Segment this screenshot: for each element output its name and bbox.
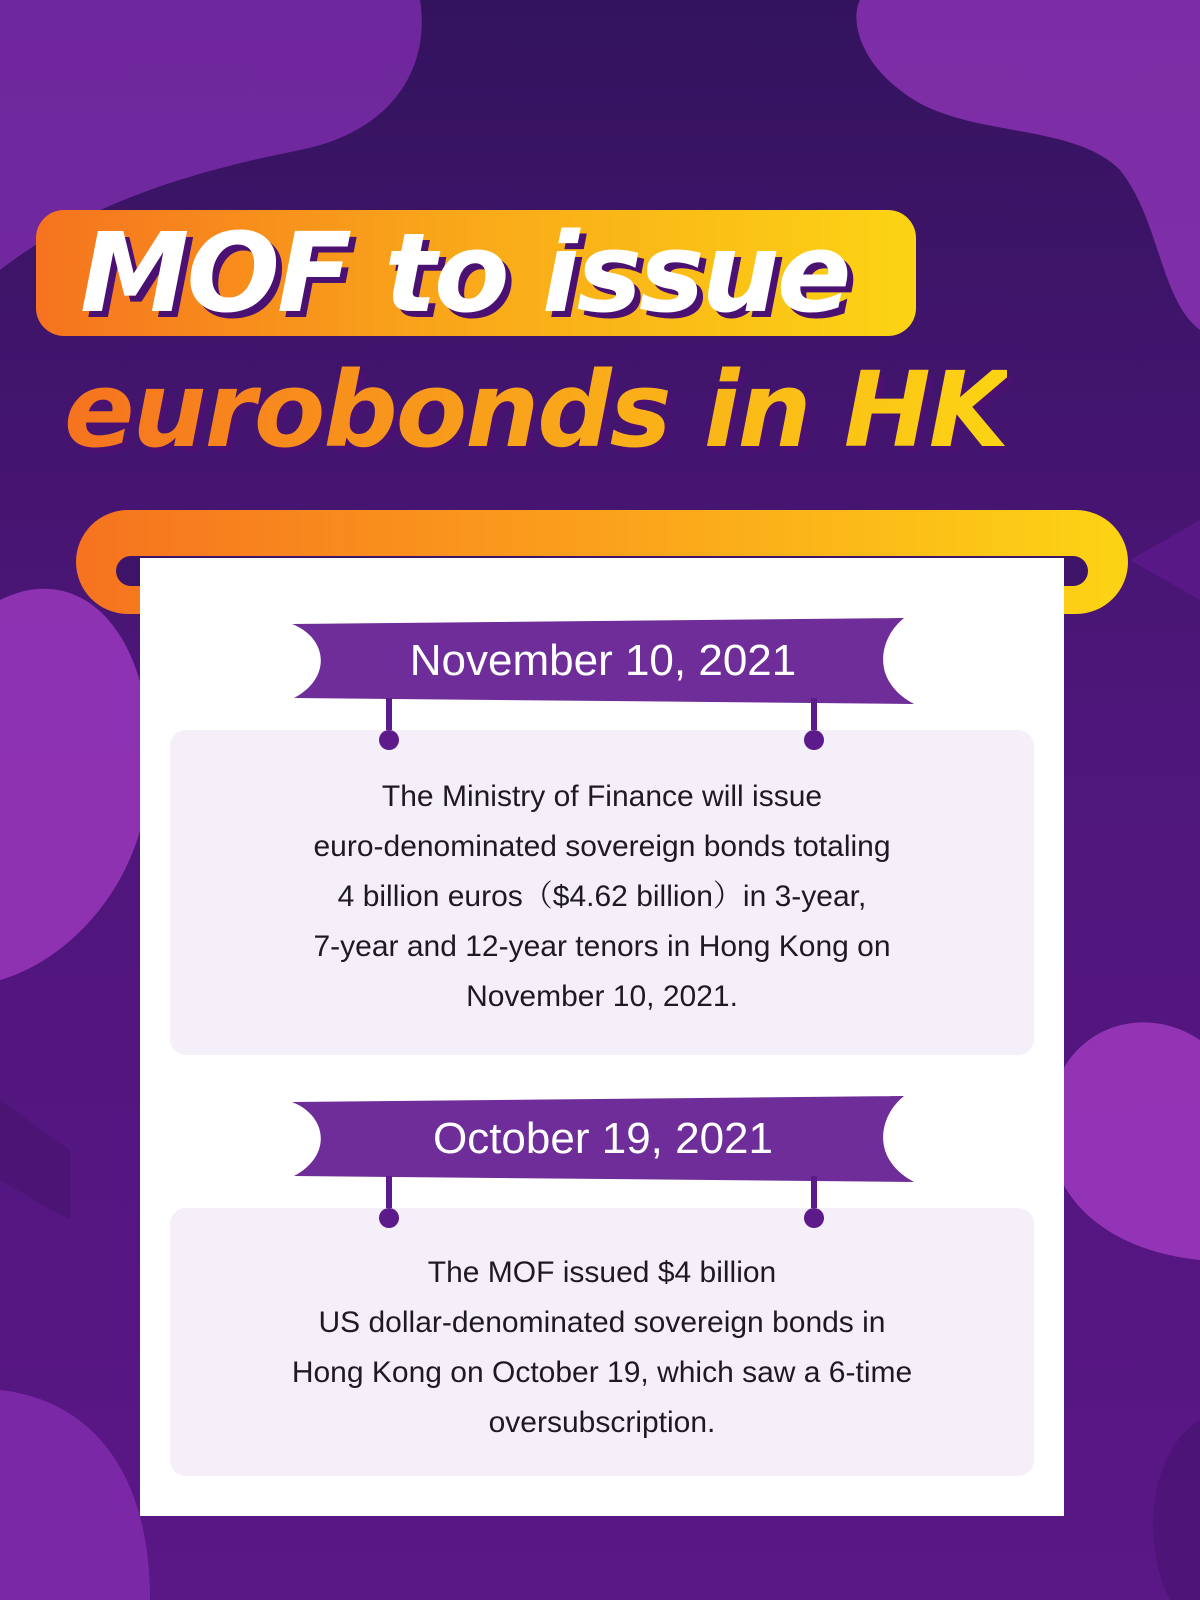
event-box-1 bbox=[170, 730, 1034, 1055]
pin-right-2 bbox=[804, 1208, 824, 1228]
pin-right-1 bbox=[804, 730, 824, 750]
pin-left-1 bbox=[379, 730, 399, 750]
event-2-line-2: US dollar-denominated sovereign bonds in bbox=[318, 1306, 886, 1339]
page-title-line-1: MOF to issue bbox=[80, 209, 849, 337]
date-ribbon-1 bbox=[292, 618, 914, 704]
event-description-2 bbox=[170, 1248, 1034, 1448]
event-1-line-3: 4 billion euros（$4.62 billion）in 3-year, bbox=[337, 880, 867, 913]
pin-left-2 bbox=[379, 1208, 399, 1228]
event-date-1: November 10, 2021 bbox=[409, 636, 797, 685]
event-1-line-4: 7-year and 12-year tenors in Hong Kong on bbox=[313, 930, 891, 963]
event-1-line-2: euro-denominated sovereign bonds totaling bbox=[313, 830, 891, 863]
event-1-line-1: The Ministry of Finance will issue bbox=[381, 780, 823, 813]
event-1-line-5: November 10, 2021. bbox=[466, 980, 738, 1013]
event-2-line-4: oversubscription. bbox=[488, 1406, 716, 1439]
date-ribbon-2 bbox=[292, 1096, 914, 1182]
event-box-2 bbox=[170, 1208, 1034, 1476]
event-description-1 bbox=[170, 772, 1034, 1022]
event-2-line-1: The MOF issued $4 billion bbox=[427, 1256, 777, 1289]
event-date-2: October 19, 2021 bbox=[432, 1114, 773, 1163]
page-title-line-2: eurobonds in HK bbox=[64, 349, 1008, 471]
event-2-line-3: Hong Kong on October 19, which saw a 6-time bbox=[291, 1356, 913, 1389]
